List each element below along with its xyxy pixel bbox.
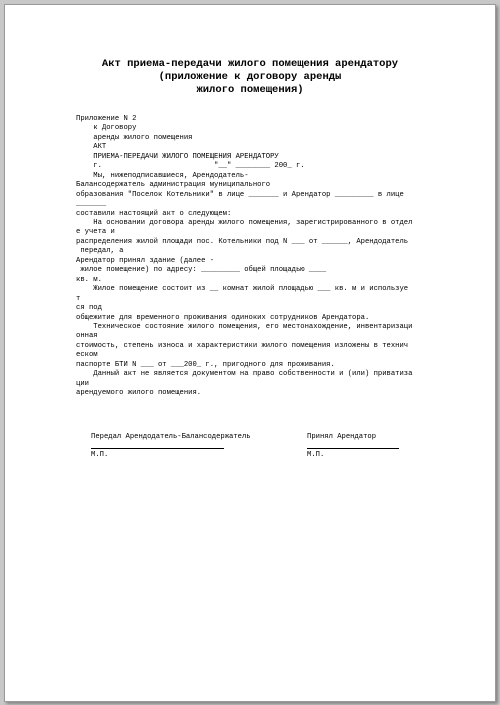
body-line: е учета и bbox=[76, 228, 115, 237]
document-body bbox=[76, 115, 466, 399]
stamp-right: М.П. bbox=[307, 451, 325, 459]
body-line: распределения жилой площади пос. Котельники под N ___ от ______, Арендодатель bbox=[76, 237, 409, 246]
body-line: ся под bbox=[76, 304, 102, 313]
body-line: ции bbox=[76, 379, 89, 388]
body-line: стоимость, степень износа и характеристики жилого помещения изложены в технич bbox=[76, 341, 409, 350]
body-line: жилое помещение) по адресу: _________ общей площадью ____ bbox=[76, 266, 327, 275]
document-title bbox=[5, 58, 495, 97]
body-line: Жилое помещение состоит из __ комнат жилой площадью ___ кв. м и используе bbox=[76, 285, 409, 294]
body-line: Техническое состояние жилого помещения, его местонахождение, инвентаризаци bbox=[76, 322, 413, 331]
body-line: передал, а bbox=[76, 247, 124, 256]
body-line: Балансодержатель администрация муниципального bbox=[76, 181, 271, 190]
body-line: Данный акт не является документом на право собственности и (или) приватиза bbox=[76, 370, 413, 379]
signature-left-label: Передал Арендодатель-Балансодержатель bbox=[91, 433, 251, 441]
body-line: Арендатор принял здание (далее - bbox=[76, 256, 215, 265]
body-line: паспорте БТИ N ___ от ___200_ г., пригодного для проживания. bbox=[76, 360, 335, 369]
body-line: ПРИЕМА-ПЕРЕДАЧИ ЖИЛОГО ПОМЕЩЕНИЯ АРЕНДАТОРУ bbox=[76, 152, 279, 161]
title-line-1: Акт приема-передачи жилого помещения арендатору bbox=[101, 58, 399, 70]
body-line: онная bbox=[76, 332, 98, 341]
document-page bbox=[4, 4, 496, 702]
body-line: кв. м. bbox=[76, 275, 102, 284]
signature-line-right bbox=[307, 448, 399, 449]
title-line-2: (приложение к договору аренды bbox=[158, 71, 342, 83]
signature-line-left bbox=[91, 448, 224, 449]
body-line: составили настоящий акт о следующем: bbox=[76, 209, 232, 218]
body-line: аренды жилого помещения bbox=[76, 133, 193, 142]
body-line: т bbox=[76, 294, 81, 303]
title-line-3: жилого помещения) bbox=[196, 84, 304, 96]
body-line: _______ bbox=[76, 200, 107, 209]
body-line: к Договору bbox=[76, 124, 137, 133]
body-line: На основании договора аренды жилого помещения, зарегистрированного в отдел bbox=[76, 218, 413, 227]
stamp-left: М.П. bbox=[91, 451, 109, 459]
body-line: г. "__" ________ 200_ г. bbox=[76, 162, 305, 171]
body-line: еском bbox=[76, 351, 98, 360]
body-line: общежитие для временного проживания одиноких сотрудников Арендатора. bbox=[76, 313, 370, 322]
body-line: Мы, нижеподписавшиеся, Арендодатель- bbox=[76, 171, 249, 180]
signature-right-label: Принял Арендатор bbox=[307, 433, 377, 441]
body-line: арендуемого жилого помещения. bbox=[76, 389, 202, 398]
body-line: Приложение N 2 bbox=[76, 115, 137, 123]
body-line: образования "Поселок Котельники" в лице _______ и Арендатор _________ в лице bbox=[76, 190, 404, 199]
body-line: АКТ bbox=[76, 143, 107, 152]
